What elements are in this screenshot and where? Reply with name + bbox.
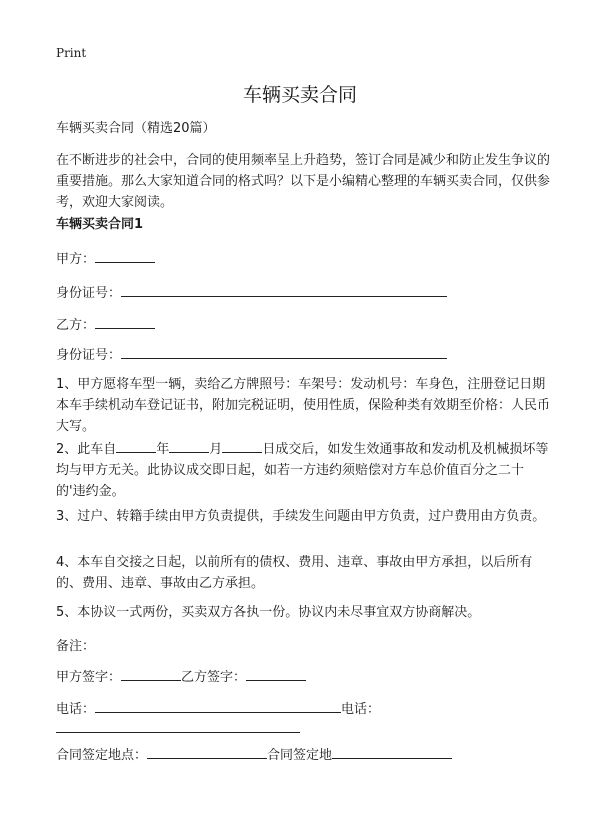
place-blank-2[interactable] (332, 744, 452, 759)
id-b-blank[interactable] (121, 344, 447, 359)
clause-2-part-1: 2、此车自 (56, 442, 117, 457)
signature-row (56, 666, 552, 688)
party-a-label: 甲方： (56, 252, 96, 267)
phone-label-2: 电话： (341, 702, 381, 717)
remark-label: 备注： (56, 639, 96, 654)
document-subtitle: 车辆买卖合同（精选20篇） (56, 121, 216, 136)
clause-2-month: 月 (209, 442, 223, 457)
party-a-blank[interactable] (95, 248, 155, 263)
phone-label-1: 电话： (56, 702, 96, 717)
clause-2-rest: 日成交后，如发生效通事故和发动机及机械损坏等均与甲方无关。此协议成交即日起，如若一方违约须赔偿对方车总价值百分之二十的'违约金。 (56, 442, 549, 499)
place-label-2: 合同签定地 (267, 748, 333, 763)
sign-a-label: 甲方签字： (56, 670, 122, 685)
party-b-blank[interactable] (95, 314, 155, 329)
section-heading: 车辆买卖合同1 (56, 217, 144, 232)
month-blank[interactable] (169, 438, 209, 453)
place-row (56, 744, 552, 766)
clause-3: 3、过户、转籍手续由甲方负责提供，手续发生问题由甲方负责，过户费用由方负责。 (56, 509, 546, 524)
party-b-row (56, 314, 552, 336)
phone-b-blank[interactable] (56, 732, 300, 733)
document-title: 车辆买卖合同 (242, 84, 357, 106)
id-a-blank[interactable] (121, 282, 447, 297)
place-blank-1[interactable] (147, 744, 267, 759)
id-a-label: 身份证号： (56, 286, 122, 301)
clause-2-year: 年 (156, 442, 170, 457)
sign-a-blank[interactable] (121, 666, 181, 681)
sign-b-label: 乙方签字： (181, 670, 247, 685)
place-label: 合同签定地点： (56, 748, 148, 763)
phone-a-blank[interactable] (95, 698, 341, 713)
clause-4: 4、本车自交接之日起，以前所有的债权、费用、违章、事故由甲方承担，以后所有的、费用、违章、事故由乙方承担。 (56, 555, 533, 591)
print-link[interactable]: Print (56, 46, 87, 60)
party-b-label: 乙方： (56, 318, 96, 333)
id-b-label: 身份证号： (56, 348, 122, 363)
clause-5: 5、本协议一式两份，买卖双方各执一份。协议内未尽事宜双方协商解决。 (56, 605, 481, 620)
intro-paragraph: 在不断进步的社会中，合同的使用频率呈上升趋势，签订合同是减少和防止发生争议的重要措施。那么大家知道合同的格式吗？以下是小编精心整理的车辆买卖合同，仅供参考，欢迎大家阅读。 (56, 153, 551, 210)
clause-2 (56, 438, 552, 502)
id-a-row (56, 282, 552, 304)
phone-row (56, 698, 552, 720)
party-a-row (56, 248, 552, 270)
sign-b-blank[interactable] (246, 666, 306, 681)
id-b-row (56, 344, 552, 366)
day-blank[interactable] (222, 438, 262, 453)
year-blank[interactable] (116, 438, 156, 453)
clause-1: 1、甲方愿将车型一辆，卖给乙方牌照号：车架号：发动机号：车身色，注册登记日期本车手续机动车登记证书，附加完税证明，使用性质，保险种类有效期至价格：人民币大写。 (56, 377, 551, 434)
